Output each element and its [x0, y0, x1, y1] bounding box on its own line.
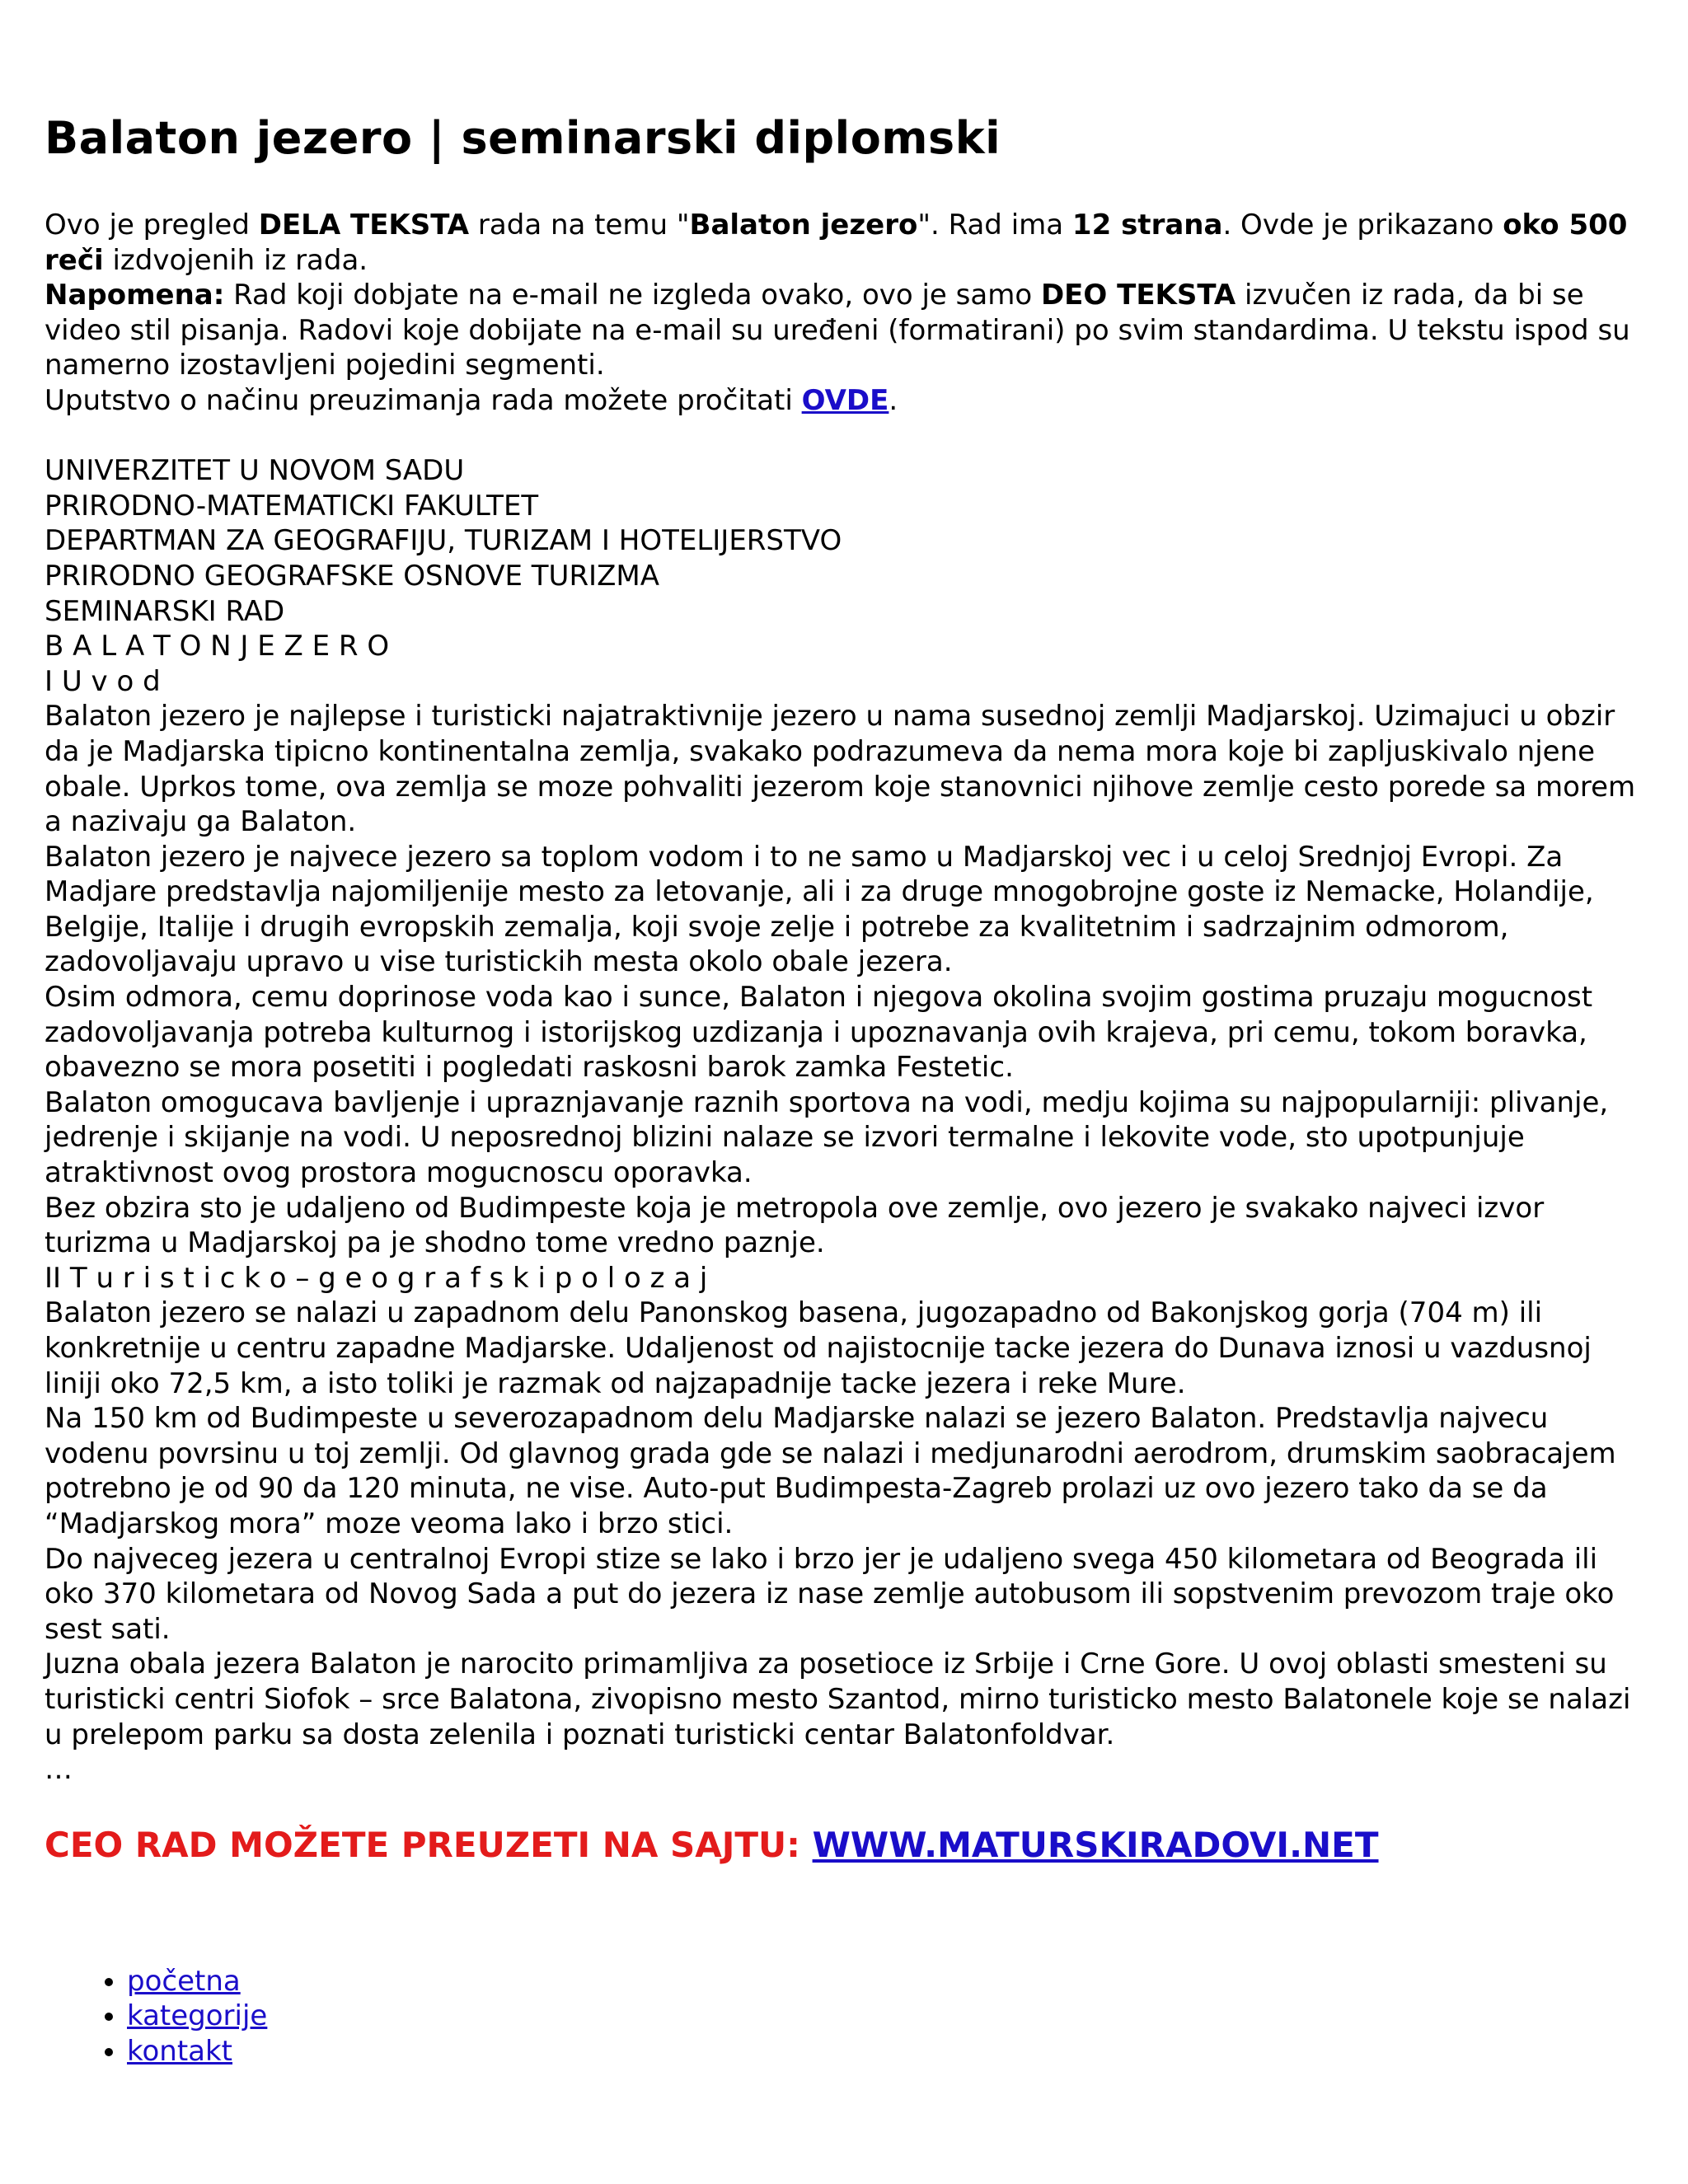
intro-text: rada na temu ": [469, 209, 690, 241]
nav-item-categories: [127, 1999, 1652, 2034]
nav-item-home: [127, 1964, 1652, 1999]
intro-summary: [45, 208, 1652, 278]
intro-bold: DELA TEKSTA: [258, 209, 470, 241]
paper-title: B A L A T O N J E Z E R O: [45, 630, 390, 663]
instructions-link[interactable]: OVDE: [801, 383, 889, 417]
paragraph: Bez obzira sto je udaljeno od Budimpeste koja je metropola ove zemlje, ovo jezero je svakako najveci izvor turizma u Madjarskoj pa je shodno tome vredno paznje.: [45, 1191, 1545, 1260]
intro-bold: Balaton jezero: [689, 209, 918, 241]
intro-instructions: [45, 383, 1652, 419]
intro-bold: oko 500 reči: [45, 209, 1628, 277]
intro-text: Ovo je pregled: [45, 209, 259, 241]
intro-text: Rad koji dobjate na e-mail ne izgleda ovako, ovo je samo: [224, 279, 1041, 312]
intro-notice: [45, 208, 1652, 419]
paragraph: Na 150 km od Budimpeste u severozapadnom delu Madjarske nalazi se jezero Balaton. Predstavlja najvecu vodenu povrsinu u toj zemlji. Od glavnog grada gde se nalazi i medjunarodni aerodrom, drumskim saobracajem potrebno je od 90 da 120 minuta, ne vise. Auto-put Budimpesta-Zagreb prolazi uz ovo jezero tako da se da “Madjarskog mora” moze veoma lako i brzo stici.: [45, 1402, 1616, 1540]
site-link[interactable]: WWW.MATURSKIRADOVI.NET: [812, 1824, 1379, 1865]
paragraph: Balaton jezero je najlepse i turisticki najatraktivnije jezero u nama susednoj zemlji Madjarskoj. Uzimajuci u obzir da je Madjarska tipicno kontinentalna zemlja, svakako podrazumeva da nema mora koje bi zapljuskivalo njene obale. Uprkos tome, ova zemlja se moze pohvaliti jezerom koje stanovnici njihove zemlje cesto porede sa morem a nazivaju ga Balaton.: [45, 700, 1636, 839]
paper-line: DEPARTMAN ZA GEOGRAFIJU, TURIZAM I HOTELIJERSTVO: [45, 524, 842, 558]
intro-text: ". Rad ima: [917, 209, 1072, 241]
page-title: Balaton jezero | seminarski diplomski: [45, 112, 1001, 164]
categories-link[interactable]: kategorije: [127, 1999, 268, 2033]
paragraph: Balaton jezero se nalazi u zapadnom delu Panonskog basena, jugozapadno od Bakonjskog gorja (704 m) ili konkretnije u centru zapadne Madjarske. Udaljenost od najistocnije tacke jezera do Dunava iznosi u vazdusnoj liniji oko 72,5 km, a isto toliki je razmak od najzapadnije tacke jezera i reke Mure.: [45, 1296, 1592, 1400]
nav-item-contact: [127, 2034, 1652, 2069]
intro-text: Uputstvo o načinu preuzimanja rada možete pročitati: [45, 383, 802, 417]
note-label: Napomena:: [45, 279, 225, 312]
intro-text: .: [889, 383, 898, 417]
footer-nav: [45, 1964, 1652, 2069]
intro-bold: 12 strana: [1071, 209, 1223, 241]
paragraph: Balaton jezero je najvece jezero sa toplom vodom i to ne samo u Madjarskoj vec i u celoj Srednjoj Evropi. Za Madjare predstavlja najomiljenije mesto za letovanje, ali i za druge mnogobrojne goste iz Nemacke, Holandije, Belgije, Italije i drugih evropskih zemalja, koji svoje zelje i potrebe za kvalitetnim i sadrzajnim odmorom, zadovoljavaju upravo u vise turistickih mesta okolo obale jezera.: [45, 840, 1594, 979]
paper-line: SEMINARSKI RAD: [45, 594, 285, 628]
cta-text: CEO RAD MOŽETE PREUZETI NA SAJTU:: [45, 1824, 813, 1865]
paragraph: Juzna obala jezera Balaton je narocito primamljiva za posetioce iz Srbije i Crne Gore. U ovoj oblasti smesteni su turisticki centri Siofok – srce Balatona, zivopisno mesto Szantod, mirno turisticko mesto Balatonele koje se nalazi u prelepom parku sa dosta zelenila i poznati turisticki centar Balatonfoldvar.: [45, 1647, 1631, 1751]
paper-line: PRIRODNO GEOGRAFSKE OSNOVE TURIZMA: [45, 559, 659, 593]
section-heading: I U v o d: [45, 664, 161, 698]
section-heading: II T u r i s t i c k o – g e o g r a f s k i p o l o z a j: [45, 1261, 708, 1295]
download-cta: [45, 1822, 1652, 1868]
intro-note: [45, 278, 1652, 383]
ellipsis: …: [45, 1753, 73, 1787]
paper-line: PRIRODNO-MATEMATICKI FAKULTET: [45, 489, 539, 523]
intro-text: izdvojenih iz rada.: [103, 243, 368, 277]
paper-line: UNIVERZITET U NOVOM SADU: [45, 454, 465, 488]
intro-text: izvučen iz rada, da bi se video stil pisanja. Radovi koje dobijate na e-mail su uređeni (formatirani) po svim standardima. U tekstu ispod su namerno izostavljeni pojedini segmenti.: [45, 279, 1630, 382]
paragraph: Osim odmora, cemu doprinose voda kao i sunce, Balaton i njegova okolina svojim gostima pruzaju mogucnost zadovoljavanja potreba kulturnog i istorijskog uzdizanja i upoznavanja ovih krajeva, pri cemu, tokom boravka, obavezno se mora posetiti i pogledati raskosni barok zamka Festetic.: [45, 981, 1593, 1085]
paragraph: Balaton omogucava bavljenje i upraznjavanje raznih sportova na vodi, medju kojima su najpopularniji: plivanje, jedrenje i skijanje na vodi. U neposrednoj blizini nalaze se izvori termalne i lekovite vode, sto upotpunjuje atraktivnost ovog prostora mogucnoscu oporavka.: [45, 1085, 1609, 1190]
paper-excerpt: [45, 453, 1652, 1788]
intro-bold: DEO TEKSTA: [1040, 279, 1236, 312]
paragraph: Do najveceg jezera u centralnoj Evropi stize se lako i brzo jer je udaljeno svega 450 kilometara od Beograda ili oko 370 kilometara od Novog Sada a put do jezera iz nase zemlje autobusom ili sopstvenim prevozom traje oko sest sati.: [45, 1542, 1615, 1646]
home-link[interactable]: početna: [127, 1964, 241, 1998]
page-content: [45, 0, 1652, 2069]
contact-link[interactable]: kontakt: [127, 2034, 233, 2068]
intro-text: . Ovde je prikazano: [1222, 209, 1503, 241]
